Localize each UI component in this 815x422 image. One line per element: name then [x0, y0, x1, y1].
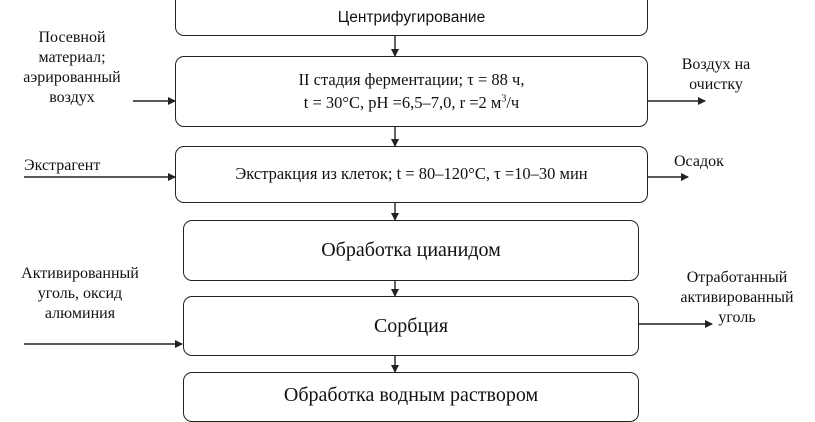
seed-material-line2: материал; [38, 49, 106, 66]
extraction-label: Экстракция из клеток; t = 80–120°C, τ =10–30 мин [235, 164, 588, 184]
fermentation-line1: II стадия ферментации; τ = 88 ч, [298, 70, 525, 90]
air-cleaning-line2: очистку [689, 76, 743, 93]
activated-carbon-line2: уголь, оксид [37, 285, 123, 302]
air-cleaning-line1: Воздух на [681, 56, 751, 73]
seed-material-line1: Посевной [38, 29, 106, 46]
seed-material-line3: аэрированный [23, 69, 121, 86]
water-treatment-label: Обработка водным раствором [283, 384, 539, 406]
sediment-label: Осадок [674, 153, 724, 170]
centrifugation-label: Центрифугирование [337, 8, 486, 26]
box-water-treatment [183, 372, 639, 422]
sorption-label: Сорбция [373, 314, 449, 337]
fermentation-line2-text: t = 30°C, pH =6,5–7,0, r =2 м [303, 92, 502, 112]
input-seed-material [10, 28, 134, 108]
seed-material-line4: воздух [49, 89, 95, 106]
input-activated-carbon [0, 264, 160, 324]
box-fermentation [175, 56, 648, 127]
spent-carbon-line2: активированный [680, 289, 794, 306]
input-extractant [24, 156, 100, 176]
box-cyanide [183, 220, 639, 281]
fermentation-line2 [304, 92, 519, 114]
output-sediment [674, 152, 724, 172]
output-spent-carbon [666, 268, 808, 328]
activated-carbon-line1: Активированный [21, 265, 139, 282]
extractant-label: Экстрагент [24, 157, 101, 174]
box-centrifugation [175, 0, 648, 36]
fermentation-line2-unit: /ч [506, 92, 520, 112]
cyanide-label: Обработка цианидом [321, 239, 501, 261]
spent-carbon-line1: Отработанный [686, 269, 788, 286]
box-sorption [183, 296, 639, 356]
box-extraction [175, 146, 648, 203]
fermentation-line2-sup: 3 [501, 93, 507, 104]
activated-carbon-line3: алюминия [44, 305, 116, 322]
spent-carbon-line3: уголь [718, 309, 756, 326]
output-air-cleaning [666, 55, 766, 95]
